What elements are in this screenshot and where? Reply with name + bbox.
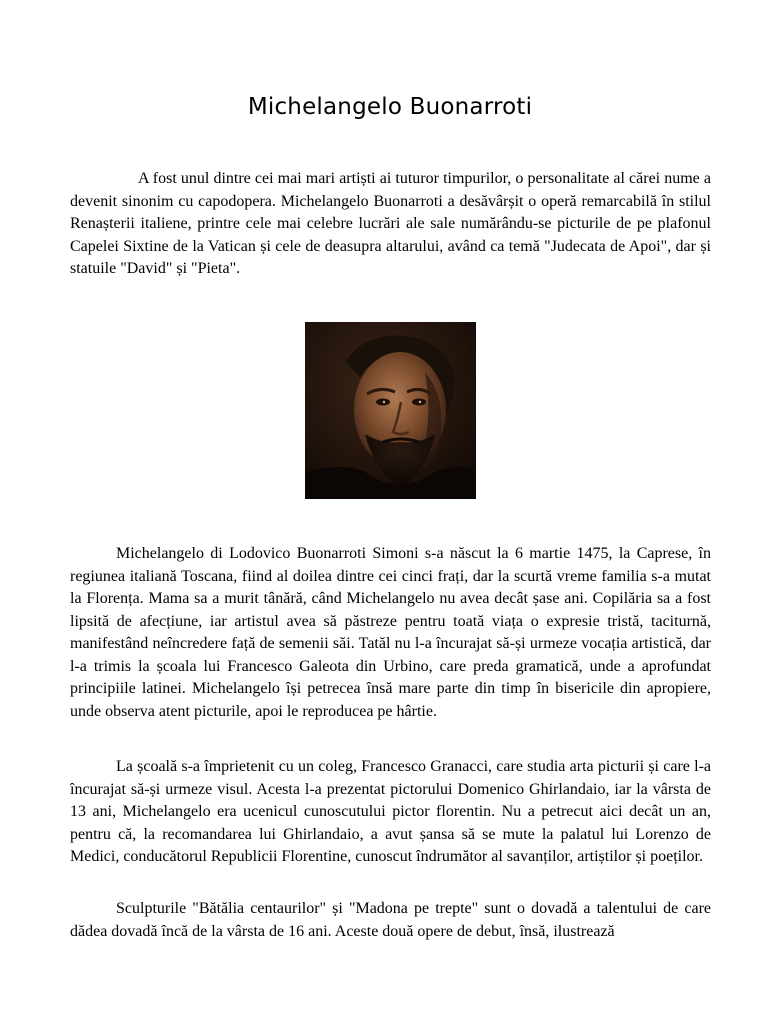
document-title: Michelangelo Buonarroti	[247, 94, 533, 120]
paragraph-intro: A fost unul dintre cei mai mari artiști ai tuturor timpurilor, o personalitate al cărei nume a devenit sinonim cu capodopera. Michelangelo Buonarroti a desăvârșit o operă remarcabilă în stilul Renașterii italiene, printre cele mai celebre lucrări ale sale numărându-se picturile de pe plafonul Capelei Sixtine de la Vatican și cele de deasupra altarului, având ca temă "Judecata de Apoi", dar și statuile "David" și "Pieta".	[70, 170, 711, 277]
paragraph-sculptures: Sculpturile "Bătălia centaurilor" și "Madona pe trepte" sunt o dovadă a talentului de care dădea dovadă încă de la vârsta de 16 ani. Aceste două opere de debut, însă, ilustrează	[70, 900, 711, 940]
paragraph-school: La școală s-a împrietenit cu un coleg, Francesco Granacci, care studia arta picturii și care l-a încurajat să-și urmeze visul. Acesta l-a prezentat pictorului Domenico Ghirlandaio, iar la vârsta de 13 ani, Michelangelo era ucenicul cunoscutului pictor florentin. Nu a petrecut aici decât un an, pentru că, la recomandarea lui Ghirlandaio, a avut șansa să se mute la palatul lui Lorenzo de Medici, conducătorul Republicii Florentine, cunoscut îndrumător al savanților, artiștilor și poeților.	[70, 758, 711, 865]
portrait-image	[305, 322, 476, 499]
paragraph-biography: Michelangelo di Lodovico Buonarroti Simoni s-a născut la 6 martie 1475, la Caprese, în regiunea italiană Toscana, fiind al doilea dintre cei cinci frați, dar la scurtă vreme familia s-a mutat la Florența. Mama sa a murit tânără, când Michelangelo nu avea decât șase ani. Copilăria sa a fost lipsită de afecțiune, iar artistul avea să păstreze pentru toată viața o expresie tristă, taciturnă, manifestând neîncredere față de semenii săi. Tatăl nu l-a încurajat să-și urmeze vocația artistică, dar l-a trimis la școala lui Francesco Galeota din Urbino, care preda gramatică, unde a aprofundat principiile latinei. Michelangelo își petrecea însă mare parte din timp în bisericile din apropiere, unde observa atent picturile, apoi le reproducea pe hârtie.	[70, 545, 711, 720]
